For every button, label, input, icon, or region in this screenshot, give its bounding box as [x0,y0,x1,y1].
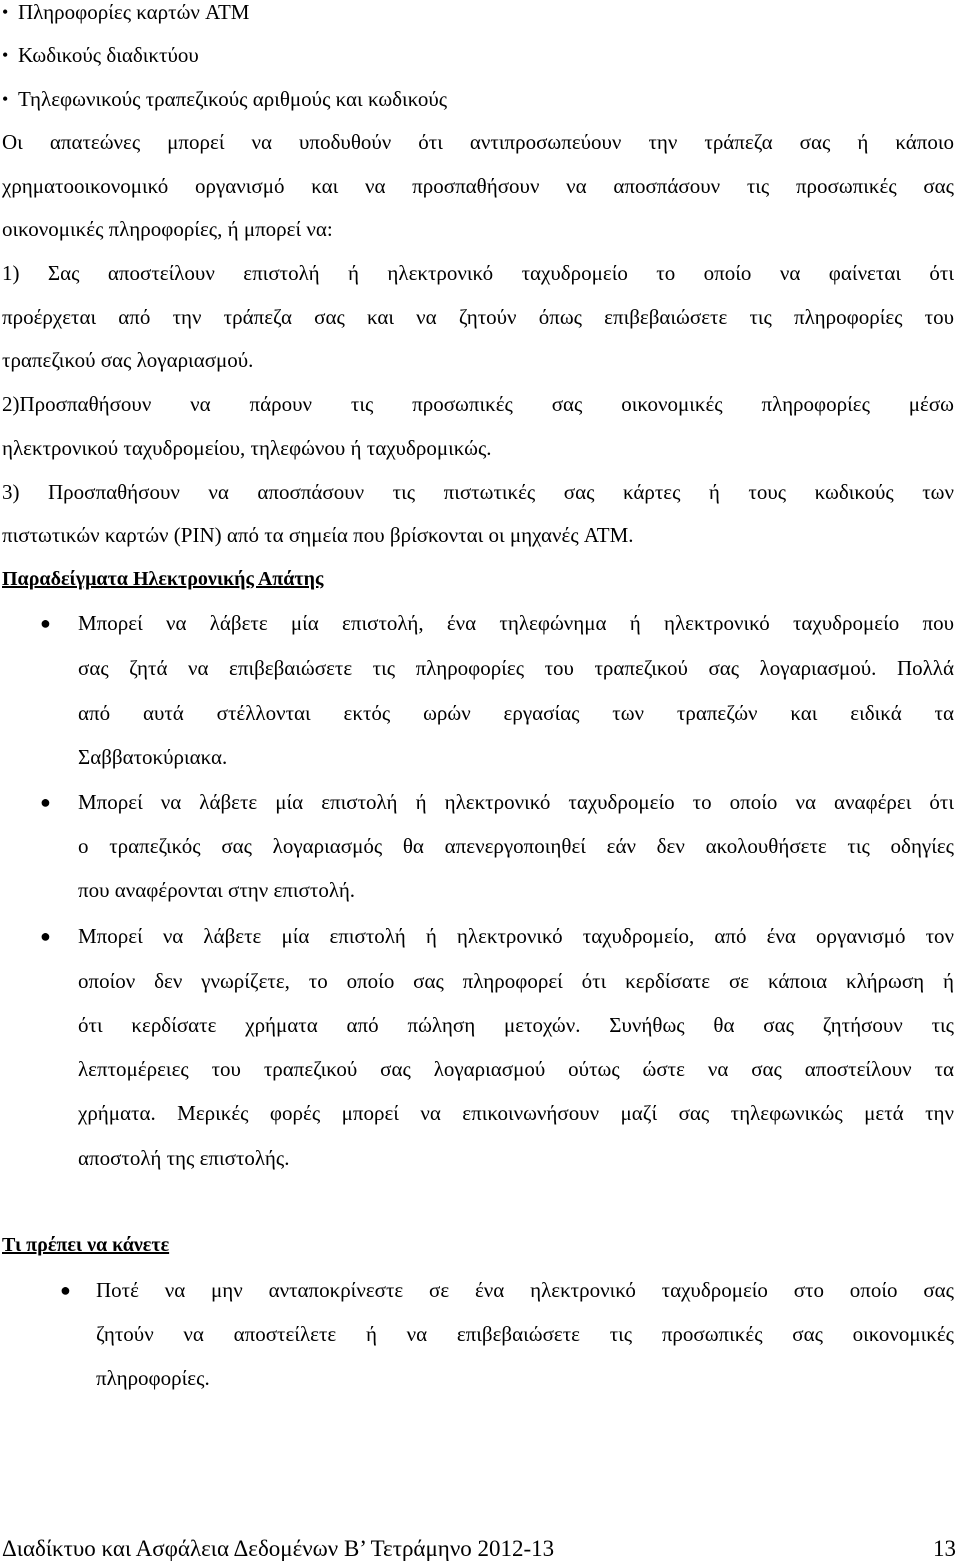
list-item-line: αποστολή της επιστολής. [78,1146,290,1170]
list-item: Τηλεφωνικούς τραπεζικούς αριθμούς και κωδικούς [18,87,448,111]
numbered-item-line: πιστωτικών καρτών (PIN) από τα σημεία που βρίσκονται οι μηχανές ATM. [2,523,634,547]
numbered-item-line: 1) Σας αποστείλουν επιστολή ή ηλεκτρονικό ταχυδρομείο το οποίο να φαίνεται ότι [2,261,954,285]
page-number: 13 [933,1536,956,1561]
list-item-line: Ποτέ να μην ανταποκρίνεστε σε ένα ηλεκτρονικό ταχυδρομείο στο οποίο σας [96,1278,954,1302]
numbered-item-line: 2)Προσπαθήσουν να πάρουν τις προσωπικές σας οικονομικές πληροφορίες μέσω [2,392,954,416]
bullet-icon: • [2,2,9,22]
list-item: Πληροφορίες καρτών ATM [18,0,250,24]
list-item-line: χρήματα. Μερικές φορές μπορεί να επικοινωνήσουν μαζί σας τηλεφωνικώς μετά την [78,1101,954,1125]
list-item-line: σας ζητά να επιβεβαιώσετε τις πληροφορίες του τραπεζικού σας λογαριασμού. Πολλά [78,656,954,680]
numbered-item-line: προέρχεται από την τράπεζα σας και να ζητούν όπως επιβεβαιώσετε τις πληροφορίες του [2,305,954,329]
list-item-line: ότι κερδίσατε χρήματα από πώληση μετοχών. Συνήθως θα σας ζητήσουν τις [78,1013,954,1037]
bullet-icon: ● [40,926,51,946]
numbered-item-line: ηλεκτρονικού ταχυδρομείου, τηλεφώνου ή ταχυδρομικώς. [2,436,492,460]
list-item-line: Σαββατοκύριακα. [78,745,228,769]
section-heading: Τι πρέπει να κάνετε [2,1234,170,1256]
list-item-line: Μπορεί να λάβετε μία επιστολή ή ηλεκτρονικό ταχυδρομείο, από ένα οργανισμό τον [78,924,954,948]
list-item-line: λεπτομέρειες του τραπεζικού σας λογαριασμού ούτως ώστε να σας αποστείλουν τα [78,1057,954,1081]
list-item-line: ζητούν να αποστείλετε ή να επιβεβαιώσετε τις προσωπικές σας οικονομικές [96,1322,954,1346]
bullet-icon: • [2,89,9,109]
bullet-icon: ● [40,792,51,812]
footer-title: Διαδίκτυο και Ασφάλεια Δεδομένων Β’ Τετράμηνο 2012-13 [2,1536,555,1561]
list-item-line: ο τραπεζικός σας λογαριασμός θα απενεργοποιηθεί εάν δεν ακολουθήσετε τις οδηγίες [78,834,954,858]
list-item: Κωδικούς διαδικτύου [18,43,199,67]
paragraph-line: οικονομικές πληροφορίες, ή μπορεί να: [2,217,333,241]
list-item-line: που αναφέρονται στην επιστολή. [78,878,356,902]
bullet-icon: ● [60,1280,71,1300]
paragraph-line: χρηματοοικονομικό οργανισμό και να προσπαθήσουν να αποσπάσουν τις προσωπικές σας [2,174,954,198]
numbered-item-line: 3) Προσπαθήσουν να αποσπάσουν τις πιστωτικές σας κάρτες ή τους κωδικούς των [2,480,954,504]
bullet-icon: • [2,45,9,65]
list-item-line: οποίον δεν γνωρίζετε, το οποίο σας πληροφορεί ότι κερδίσατε σε κάποια κλήρωση ή [78,969,954,993]
list-item-line: Μπορεί να λάβετε μία επιστολή ή ηλεκτρονικό ταχυδρομείο το οποίο να αναφέρει ότι [78,790,954,814]
section-heading: Παραδείγματα Ηλεκτρονικής Απάτης [2,568,324,590]
list-item-line: από αυτά στέλλονται εκτός ωρών εργασίας των τραπεζών και ειδικά τα [78,701,954,725]
list-item-line: Μπορεί να λάβετε μία επιστολή, ένα τηλεφώνημα ή ηλεκτρονικό ταχυδρομείο που [78,611,954,635]
paragraph-line: Οι απατεώνες μπορεί να υποδυθούν ότι αντιπροσωπεύουν την τράπεζα σας ή κάποιο [2,130,954,154]
numbered-item-line: τραπεζικού σας λογαριασμού. [2,348,254,372]
bullet-icon: ● [40,613,51,633]
list-item-line: πληροφορίες. [96,1366,210,1390]
